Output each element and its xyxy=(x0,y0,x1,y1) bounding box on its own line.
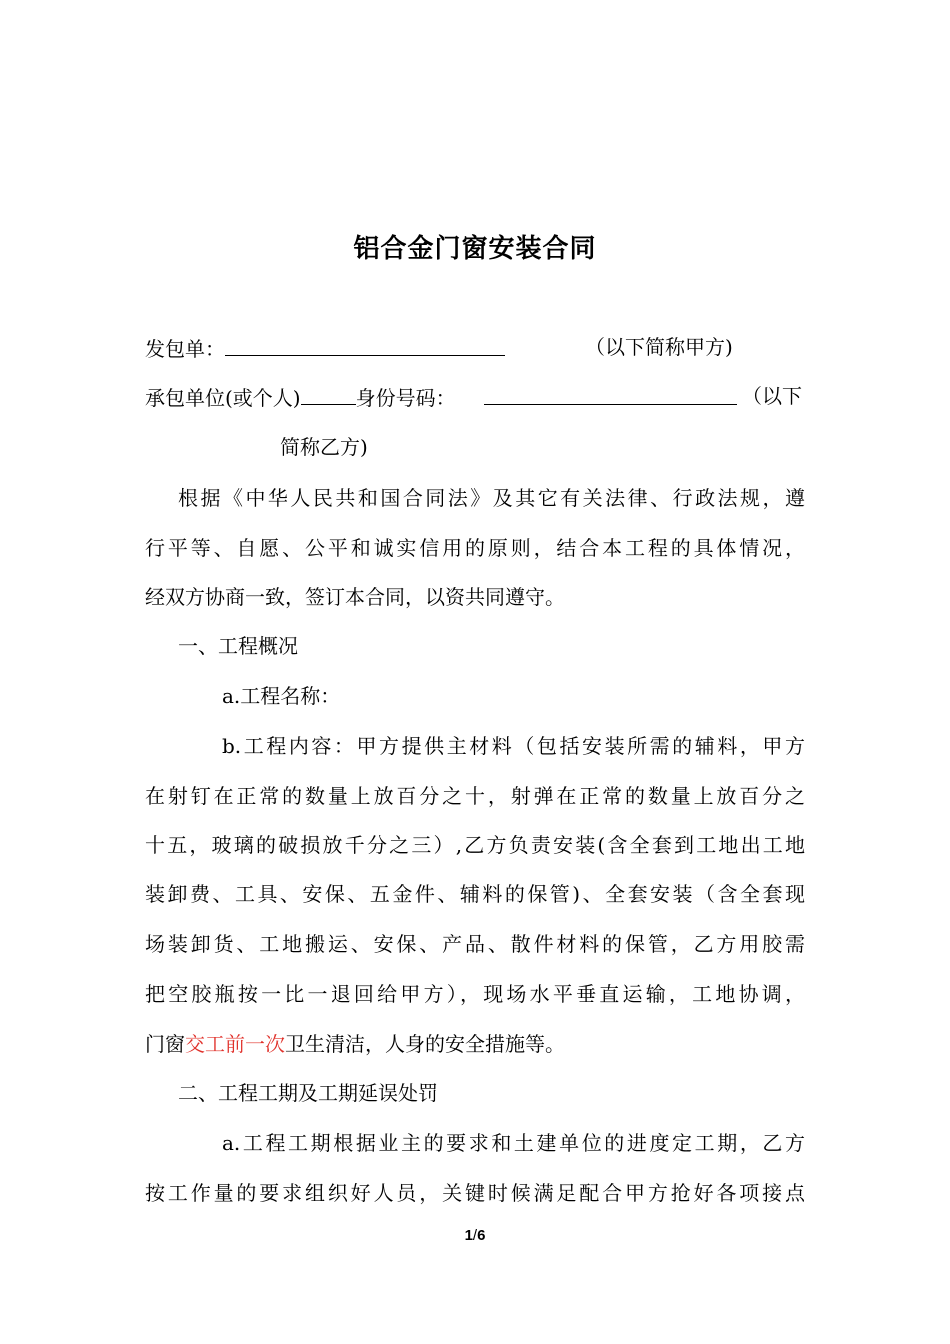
id-number-line xyxy=(484,384,737,410)
project-content-line-7 xyxy=(145,1032,565,1056)
schedule-line-1: a.工程工期根据业主的要求和土建单位的进度定工期，乙方 xyxy=(222,1131,805,1155)
project-content-line-3: 十五，玻璃的破损放千分之三）,乙方负责安装(含全套到工地出工地 xyxy=(145,833,805,857)
preamble-line-2: 行平等、自愿、公平和诚实信用的原则，结合本工程的具体情况， xyxy=(145,536,805,560)
project-content-line-1: b.工程内容：甲方提供主材料（包括安装所需的辅料，甲方 xyxy=(222,734,805,758)
highlighted-text: 交工前一次 xyxy=(185,1032,285,1056)
schedule-line-2: 按工作量的要求组织好人员，关键时候满足配合甲方抢好各项接点 xyxy=(145,1181,805,1205)
page-number xyxy=(0,1227,950,1244)
total-pages: 6 xyxy=(477,1227,486,1244)
id-number-blank xyxy=(484,384,737,405)
section1-heading: 一、工程概况 xyxy=(178,634,298,658)
employer-line xyxy=(145,335,505,361)
section2-heading: 二、工程工期及工期延误处罚 xyxy=(178,1081,438,1105)
employer-blank xyxy=(225,335,505,356)
project-name-item: a.工程名称： xyxy=(222,684,341,708)
project-content-line-4: 装卸费、工具、安保、五金件、辅料的保管)、全套安装（含全套现 xyxy=(145,882,805,906)
preamble-line-1: 根据《中华人民共和国合同法》及其它有关法律、行政法规，遵 xyxy=(178,486,805,510)
contractor-line xyxy=(145,384,456,410)
current-page: 1 xyxy=(464,1227,473,1244)
content-text-post: 卫生清洁，人身的安全措施等。 xyxy=(285,1032,565,1056)
employer-suffix: （以下简称甲方) xyxy=(585,335,733,359)
id-label: 身份号码： xyxy=(355,386,456,410)
contractor-blank xyxy=(301,384,356,405)
contractor-label: 承包单位(或个人) xyxy=(145,386,301,410)
project-content-line-2: 在射钉在正常的数量上放百分之十，射弹在正常的数量上放百分之 xyxy=(145,784,805,808)
content-text-pre: 门窗 xyxy=(145,1032,185,1056)
project-content-line-5: 场装卸货、工地搬运、安保、产品、散件材料的保管，乙方用胶需 xyxy=(145,932,805,956)
employer-label: 发包单： xyxy=(145,337,225,361)
preamble-line-3: 经双方协商一致，签订本合同，以资共同遵守。 xyxy=(145,585,565,609)
page-separator: / xyxy=(472,1227,478,1244)
contractor-suffix-cont: 简称乙方) xyxy=(280,435,368,459)
contractor-suffix: （以下 xyxy=(742,384,802,408)
document-title: 铝合金门窗安装合同 xyxy=(353,234,597,264)
project-content-line-6: 把空胶瓶按一比一退回给甲方），现场水平垂直运输，工地协调， xyxy=(145,982,805,1006)
